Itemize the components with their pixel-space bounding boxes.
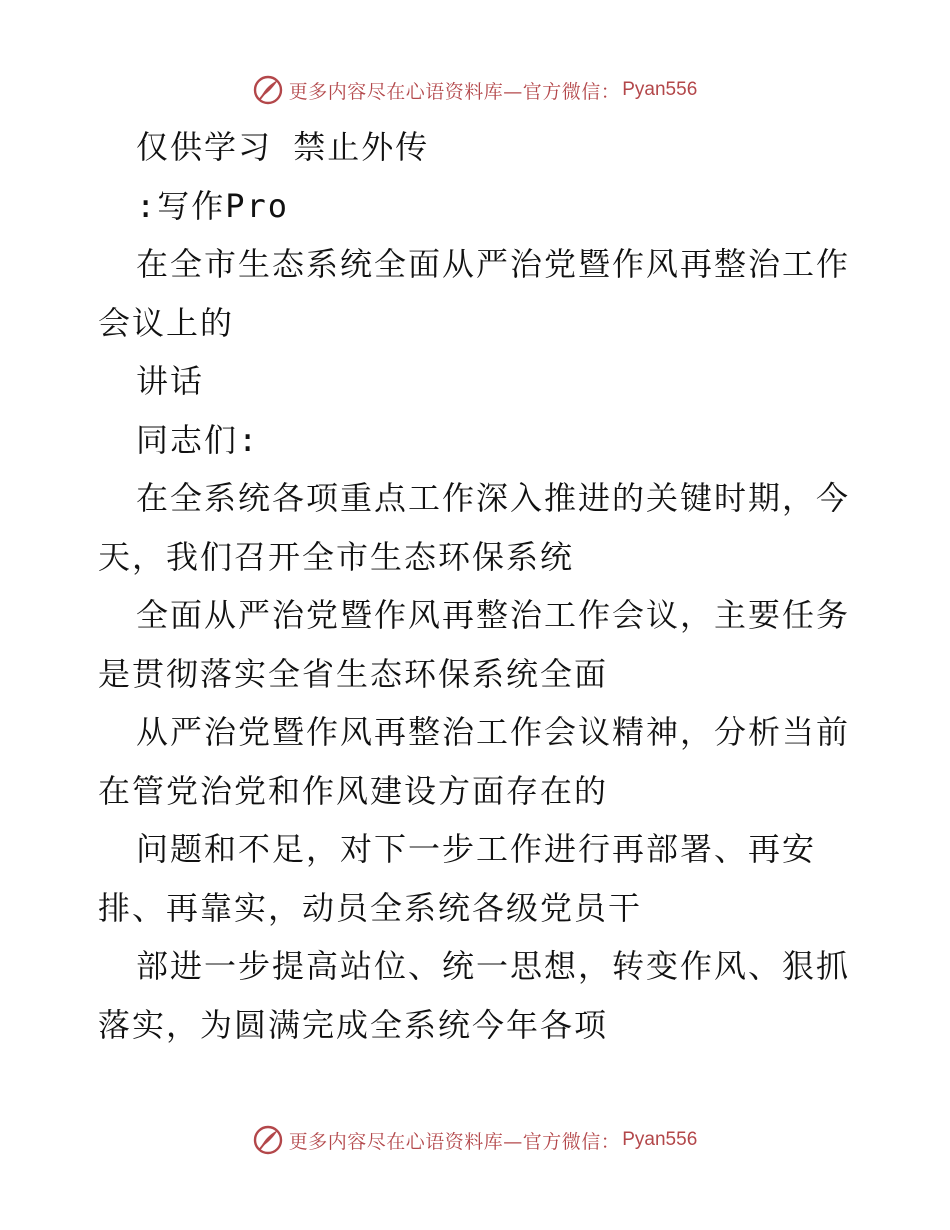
text-line: 天，我们召开全市生态环保系统 [98,537,575,576]
text-line: 讲话 [136,362,205,400]
text-line: 在管党治党和作风建设方面存在的 [98,771,609,810]
text-line: 在全市生态系统全面从严治党暨作风再整治工作 [136,245,851,283]
watermark-wechat-id: Pyan556 [622,1129,698,1150]
header-watermark [0,70,950,110]
text-line: 同志们: [136,420,260,459]
text-line: 全面从严治党暨作风再整治工作会议，主要任务 [136,596,851,634]
text-line: 是贯彻落实全省生态环保系统全面 [98,654,609,693]
text-line: 会议上的 [98,303,235,342]
text-line: 从严治党暨作风再整治工作会议精神，分析当前 [136,713,851,751]
watermark-text: 更多内容尽在心语资料库—官方微信： [288,80,621,103]
text-line: 排、再靠实，动员全系统各级党员干 [98,888,643,927]
watermark-text: 更多内容尽在心语资料库—官方微信： [288,1130,621,1153]
watermark-wechat-id: Pyan556 [622,79,698,100]
text-line: :写作Pro [136,186,290,225]
text-line: 在全系统各项重点工作深入推进的关键时期，今 [136,479,851,517]
text-line: 仅供学习 禁止外传 [136,128,430,166]
text-line: 问题和不足，对下一步工作进行再部署、再安 [136,830,817,868]
text-line: 部进一步提高站位、统一思想，转变作风、狠抓 [136,947,851,985]
footer-watermark [0,1120,950,1160]
quill-logo-icon [253,1125,283,1155]
document-body [98,118,858,1054]
quill-logo-icon [253,75,283,105]
text-line: 落实，为圆满完成全系统今年各项 [98,1005,609,1044]
